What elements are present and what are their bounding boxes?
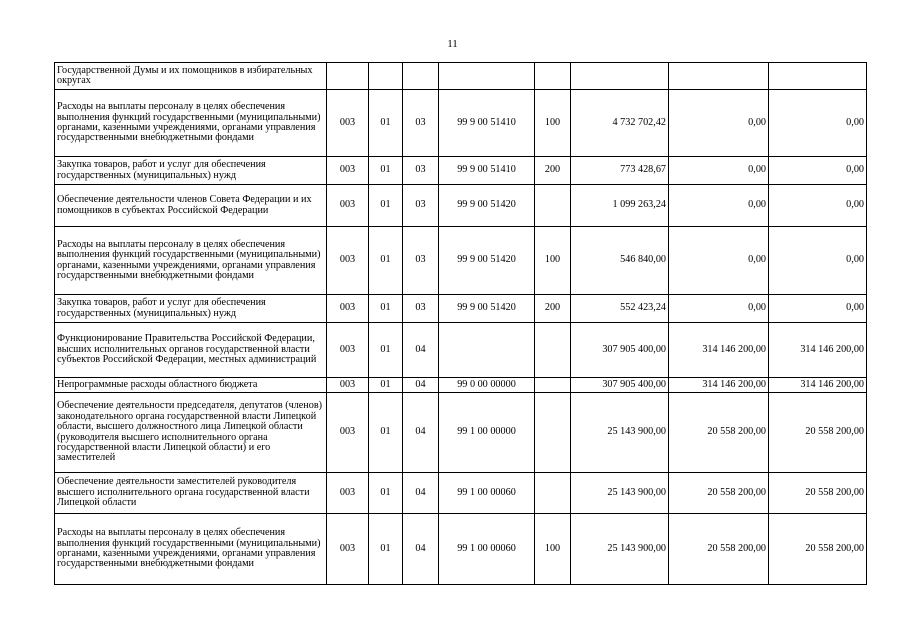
row-subsection-code: 04 [403, 514, 439, 585]
table-row [55, 185, 867, 227]
table-row [55, 393, 867, 473]
row-grbs-code [327, 63, 369, 90]
table-row [55, 157, 867, 185]
row-expense-type [535, 185, 571, 227]
row-name: Расходы на выплаты персоналу в целях обеспечения выполнения функций государственными (муниципальными) органами, казенными учреждениями, органами управления государственными внебюджетными фондами [55, 90, 327, 157]
row-expense-type [535, 378, 571, 393]
table-row [55, 63, 867, 90]
budget-table [54, 62, 867, 585]
row-sum-year-2: 20 558 200,00 [669, 514, 769, 585]
row-section-code: 01 [369, 378, 403, 393]
row-section-code: 01 [369, 473, 403, 514]
row-target-article: 99 1 00 00060 [439, 514, 535, 585]
row-grbs-code: 003 [327, 323, 369, 378]
row-expense-type [535, 473, 571, 514]
row-grbs-code: 003 [327, 185, 369, 227]
row-sum-year-1: 546 840,00 [571, 227, 669, 295]
row-subsection-code: 03 [403, 185, 439, 227]
row-section-code [369, 63, 403, 90]
row-name: Функционирование Правительства Российской Федерации, высших исполнительных органов государственной власти субъектов Российской Федерации, местных администраций [55, 323, 327, 378]
row-name: Государственной Думы и их помощников в избирательных округах [55, 63, 327, 90]
row-sum-year-3: 20 558 200,00 [769, 393, 867, 473]
row-name: Закупка товаров, работ и услуг для обеспечения государственных (муниципальных) нужд [55, 157, 327, 185]
row-sum-year-1: 25 143 900,00 [571, 393, 669, 473]
row-section-code: 01 [369, 514, 403, 585]
row-expense-type: 100 [535, 227, 571, 295]
row-subsection-code: 03 [403, 90, 439, 157]
row-name: Обеспечение деятельности членов Совета Федерации и их помощников в субъектах Российской Федерации [55, 185, 327, 227]
row-sum-year-1: 4 732 702,42 [571, 90, 669, 157]
row-section-code: 01 [369, 393, 403, 473]
row-sum-year-2: 20 558 200,00 [669, 473, 769, 514]
row-sum-year-2: 314 146 200,00 [669, 378, 769, 393]
row-name: Обеспечение деятельности председателя, депутатов (членов) законодательного органа государственной власти Липецкой области, высшего должностного лица Липецкой области (руководителя высшего исполнительного органа государственной власти Липецкой области) и его заместителей [55, 393, 327, 473]
row-section-code: 01 [369, 185, 403, 227]
table-row [55, 514, 867, 585]
table-row [55, 473, 867, 514]
row-section-code: 01 [369, 157, 403, 185]
row-expense-type: 200 [535, 295, 571, 323]
row-target-article [439, 63, 535, 90]
table-row [55, 295, 867, 323]
table-row [55, 323, 867, 378]
row-sum-year-3: 0,00 [769, 227, 867, 295]
row-grbs-code: 003 [327, 514, 369, 585]
row-sum-year-3: 0,00 [769, 295, 867, 323]
row-expense-type [535, 393, 571, 473]
row-name: Расходы на выплаты персоналу в целях обеспечения выполнения функций государственными (муниципальными) органами, казенными учреждениями, органами управления государственными внебюджетными фондами [55, 514, 327, 585]
row-sum-year-3: 20 558 200,00 [769, 473, 867, 514]
row-target-article: 99 0 00 00000 [439, 378, 535, 393]
row-sum-year-1 [571, 63, 669, 90]
row-target-article: 99 9 00 51420 [439, 295, 535, 323]
row-sum-year-3: 0,00 [769, 90, 867, 157]
row-sum-year-2: 0,00 [669, 157, 769, 185]
row-sum-year-1: 25 143 900,00 [571, 473, 669, 514]
row-section-code: 01 [369, 90, 403, 157]
table-row [55, 227, 867, 295]
row-sum-year-2: 20 558 200,00 [669, 393, 769, 473]
row-section-code: 01 [369, 295, 403, 323]
row-name: Расходы на выплаты персоналу в целях обеспечения выполнения функций государственными (муниципальными) органами, казенными учреждениями, органами управления государственными внебюджетными фондами [55, 227, 327, 295]
row-sum-year-3: 20 558 200,00 [769, 514, 867, 585]
row-sum-year-3 [769, 63, 867, 90]
row-target-article: 99 9 00 51410 [439, 90, 535, 157]
row-grbs-code: 003 [327, 473, 369, 514]
row-sum-year-2 [669, 63, 769, 90]
row-target-article: 99 9 00 51420 [439, 185, 535, 227]
row-section-code: 01 [369, 227, 403, 295]
row-grbs-code: 003 [327, 295, 369, 323]
row-sum-year-3: 0,00 [769, 157, 867, 185]
row-sum-year-2: 0,00 [669, 90, 769, 157]
row-sum-year-1: 1 099 263,24 [571, 185, 669, 227]
row-sum-year-2: 0,00 [669, 295, 769, 323]
row-expense-type: 100 [535, 514, 571, 585]
row-name: Обеспечение деятельности заместителей руководителя высшего исполнительного органа государственной власти Липецкой области [55, 473, 327, 514]
row-subsection-code: 04 [403, 393, 439, 473]
row-sum-year-1: 552 423,24 [571, 295, 669, 323]
row-target-article: 99 1 00 00000 [439, 393, 535, 473]
row-sum-year-1: 25 143 900,00 [571, 514, 669, 585]
row-sum-year-3: 314 146 200,00 [769, 323, 867, 378]
row-name: Закупка товаров, работ и услуг для обеспечения государственных (муниципальных) нужд [55, 295, 327, 323]
row-target-article: 99 9 00 51410 [439, 157, 535, 185]
row-expense-type: 100 [535, 90, 571, 157]
row-grbs-code: 003 [327, 157, 369, 185]
row-expense-type [535, 323, 571, 378]
row-subsection-code: 03 [403, 227, 439, 295]
row-expense-type: 200 [535, 157, 571, 185]
row-sum-year-2: 0,00 [669, 227, 769, 295]
row-subsection-code: 04 [403, 378, 439, 393]
row-grbs-code: 003 [327, 393, 369, 473]
row-name: Непрограммные расходы областного бюджета [55, 378, 327, 393]
row-subsection-code: 04 [403, 473, 439, 514]
row-sum-year-2: 314 146 200,00 [669, 323, 769, 378]
row-expense-type [535, 63, 571, 90]
row-sum-year-3: 314 146 200,00 [769, 378, 867, 393]
row-grbs-code: 003 [327, 90, 369, 157]
row-grbs-code: 003 [327, 227, 369, 295]
page-number: 11 [447, 38, 458, 50]
row-target-article [439, 323, 535, 378]
row-grbs-code: 003 [327, 378, 369, 393]
table-row [55, 378, 867, 393]
row-target-article: 99 1 00 00060 [439, 473, 535, 514]
row-subsection-code: 03 [403, 295, 439, 323]
row-sum-year-1: 307 905 400,00 [571, 323, 669, 378]
row-sum-year-3: 0,00 [769, 185, 867, 227]
row-subsection-code: 03 [403, 157, 439, 185]
table-row [55, 90, 867, 157]
row-subsection-code: 04 [403, 323, 439, 378]
row-sum-year-2: 0,00 [669, 185, 769, 227]
row-subsection-code [403, 63, 439, 90]
row-target-article: 99 9 00 51420 [439, 227, 535, 295]
row-sum-year-1: 307 905 400,00 [571, 378, 669, 393]
row-section-code: 01 [369, 323, 403, 378]
row-sum-year-1: 773 428,67 [571, 157, 669, 185]
